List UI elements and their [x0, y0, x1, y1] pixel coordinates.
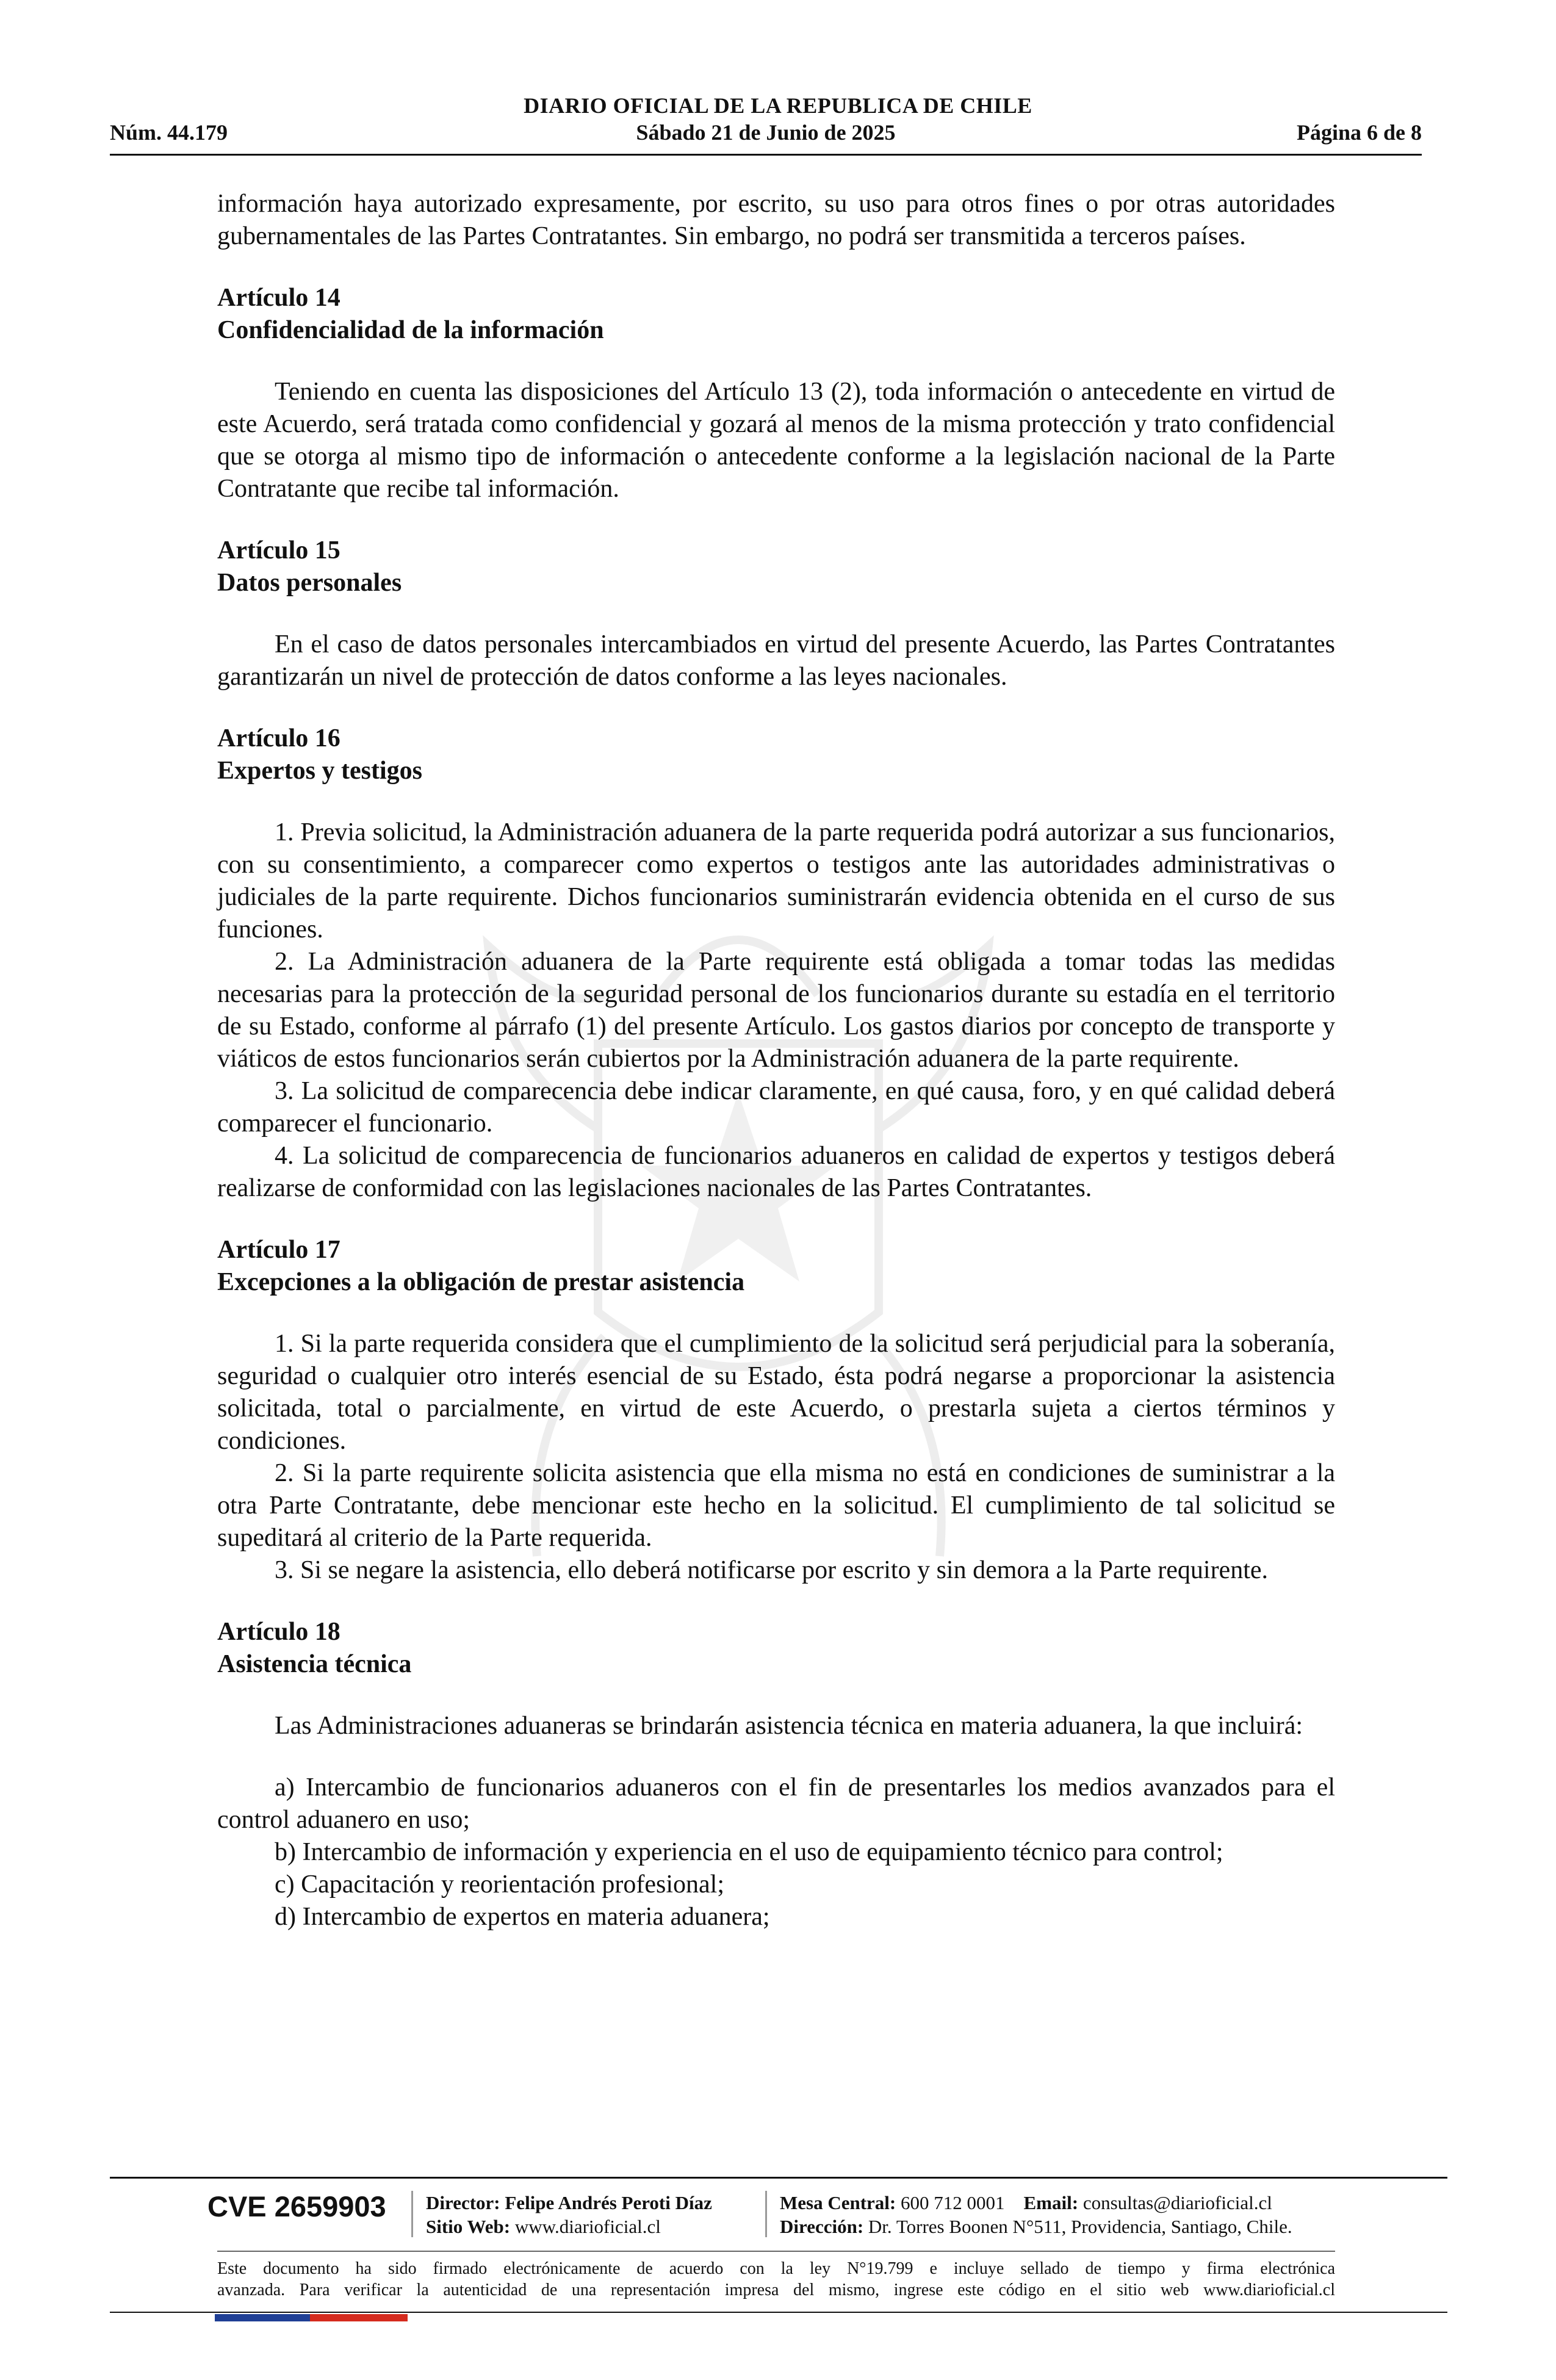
director-label: Director: [426, 2192, 500, 2213]
header-row [110, 120, 1422, 148]
email-label: Email: [1023, 2192, 1079, 2213]
legal-line: Este documento ha sido firmado electrónicamente de acuerdo con la ley N°19.799 e incluye sellado de tiempo y firma electrónica [217, 2259, 1335, 2278]
header-divider [110, 154, 1422, 156]
issue-number: Núm. 44.179 [110, 120, 228, 145]
article-16-paragraph-4: 4. La solicitud de comparecencia de funcionarios aduaneros en calidad de expertos y testigos deberá realizarse de conformidad con las legislaciones nacionales de las Partes Contratantes. [217, 1142, 1335, 1202]
article-16-number: Artículo 16 [217, 724, 340, 752]
list-item: b) Intercambio de información y experiencia en el uso de equipamiento técnico para control; [275, 1838, 1223, 1866]
legal-notice [217, 2258, 1335, 2301]
flag-stripe [215, 2314, 408, 2321]
intro-paragraph: información haya autorizado expresamente, por escrito, su uso para otros fines o por otras autoridades gubernamentales de las Partes Contratantes. Sin embargo, no podrá ser transmitida a terceros países. [217, 190, 1335, 250]
mesa-label: Mesa Central: [780, 2192, 896, 2213]
web-label: Sitio Web: [426, 2216, 511, 2237]
footer-contact-block [780, 2191, 1292, 2238]
article-15-paragraph: En el caso de datos personales intercambiados en virtud del presente Acuerdo, las Partes Contratantes garantizarán un nivel de protección de datos conforme a las leyes nacionales. [217, 630, 1335, 691]
footer-separator [411, 2191, 413, 2237]
page-number: Página 6 de 8 [1296, 120, 1422, 145]
list-item: d) Intercambio de expertos en materia aduanera; [275, 1903, 770, 1931]
document-body [217, 188, 1335, 1933]
article-16-paragraph-1: 1. Previa solicitud, la Administración aduanera de la parte requerida podrá autorizar a sus funcionarios, con su consentimiento, a comparecer como expertos o testigos ante las autoridades administrativas o judiciales de la parte requirente. Dichos funcionarios suministrarán evidencia obtenida en el curso de sus funciones. [217, 818, 1335, 943]
article-16-paragraph-2: 2. La Administración aduanera de la Parte requirente está obligada a tomar todas las medidas necesarias para la protección de la seguridad personal de los funcionarios durante su estadía en el territorio de su Estado, conforme al párrafo (1) del presente Artículo. Los gastos diarios por concepto de transporte y viáticos de estos funcionarios serán cubiertos por la Administración aduanera de la parte requirente. [217, 948, 1335, 1073]
footer-divider-middle [217, 2251, 1335, 2252]
website-link[interactable]: www.diarioficial.cl [514, 2216, 661, 2237]
legal-line: avanzada. Para verificar la autenticidad de una representación impresa del mismo, ingrese este código en el sitio web www.diarioficial.cl [217, 2281, 1335, 2299]
article-17-title: Excepciones a la obligación de prestar asistencia [217, 1268, 745, 1296]
article-18-number: Artículo 18 [217, 1618, 340, 1646]
article-17-paragraph-2: 2. Si la parte requirente solicita asistencia que ella misma no está en condiciones de suministrar a la otra Parte Contratante, debe mencionar este hecho en la solicitud. El cumplimiento de tal solicitud se supeditará al criterio de la Parte requerida. [217, 1459, 1335, 1552]
article-16-title: Expertos y testigos [217, 757, 422, 785]
flag-stripe-red [310, 2314, 408, 2321]
article-17-paragraph-1: 1. Si la parte requerida considera que el cumplimiento de la solicitud será perjudicial para la soberanía, seguridad o cualquier otro interés esencial de su Estado, ésta podrá negarse a proporcionar la asistencia solicitada, total o parcialmente, en virtud de este Acuerdo, o prestarla sujeta a ciertos términos y condiciones. [217, 1330, 1335, 1455]
director-name: Felipe Andrés Peroti Díaz [505, 2192, 712, 2213]
footer-director-block [426, 2191, 712, 2238]
article-15-title: Datos personales [217, 569, 402, 597]
footer-divider-bottom [110, 2312, 1447, 2313]
article-16-paragraph-3: 3. La solicitud de comparecencia debe indicar claramente, en qué causa, foro, y en qué calidad deberá comparecer el funcionario. [217, 1077, 1335, 1138]
article-14-number: Artículo 14 [217, 284, 340, 312]
article-17-paragraph-3: 3. Si se negare la asistencia, ello deberá notificarse por escrito y sin demora a la Parte requirente. [275, 1556, 1269, 1584]
flag-stripe-blue [215, 2314, 310, 2321]
footer-divider-top [110, 2177, 1447, 2179]
address-text: Dr. Torres Boonen N°511, Providencia, Santiago, Chile. [868, 2216, 1292, 2237]
list-item: a) Intercambio de funcionarios aduaneros con el fin de presentarles los medios avanzados para el control aduanero en uso; [217, 1773, 1335, 1834]
address-label: Dirección: [780, 2216, 864, 2237]
article-18-title: Asistencia técnica [217, 1650, 412, 1678]
phone-number: 600 712 0001 [901, 2192, 1005, 2213]
cve-code: CVE 2659903 [207, 2190, 386, 2223]
article-15-number: Artículo 15 [217, 536, 340, 564]
email-link[interactable]: consultas@diarioficial.cl [1082, 2192, 1272, 2213]
newspaper-title: DIARIO OFICIAL DE LA REPUBLICA DE CHILE [524, 93, 1032, 118]
article-18-paragraph: Las Administraciones aduaneras se brindarán asistencia técnica en materia aduanera, la que incluirá: [275, 1712, 1303, 1740]
issue-date: Sábado 21 de Junio de 2025 [636, 120, 896, 145]
list-item: c) Capacitación y reorientación profesional; [275, 1870, 725, 1899]
article-14-paragraph: Teniendo en cuenta las disposiciones del Artículo 13 (2), toda información o antecedente en virtud de este Acuerdo, será tratada como confidencial y gozará al menos de la misma protección y trato confidencial que se otorga al mismo tipo de información o antecedente conforme a la legislación nacional de la Parte Contratante que recibe tal información. [217, 378, 1335, 503]
article-14-title: Confidencialidad de la información [217, 316, 604, 344]
footer-separator [765, 2191, 767, 2237]
article-17-number: Artículo 17 [217, 1236, 340, 1264]
